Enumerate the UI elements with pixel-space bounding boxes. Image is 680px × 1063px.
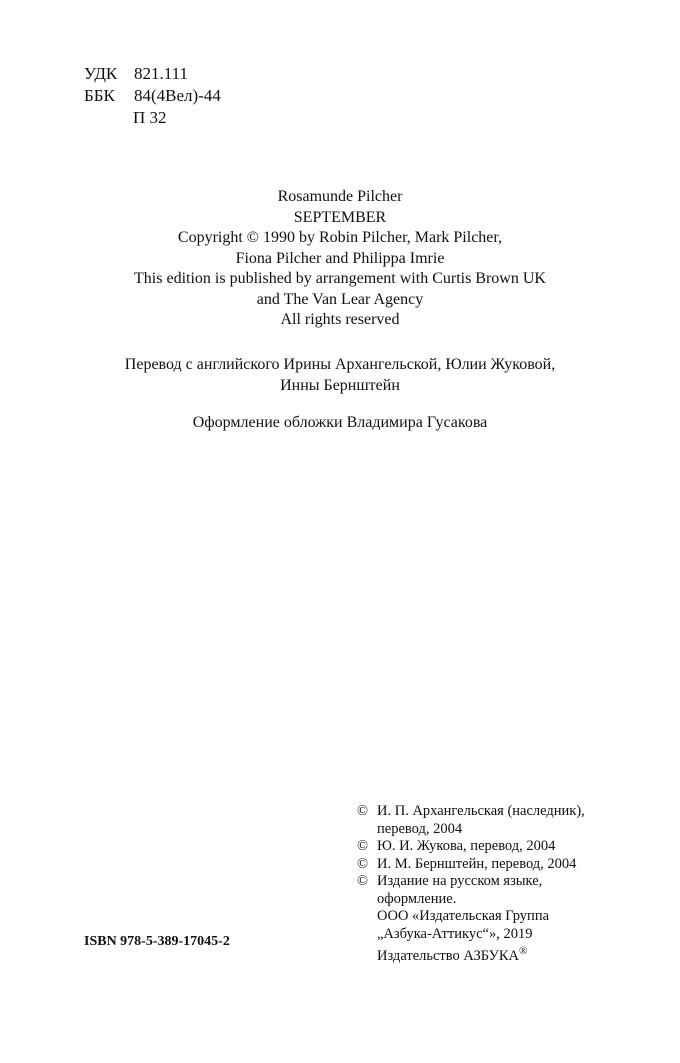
rights-reserved: All rights reserved [280, 311, 400, 328]
classification-block [84, 63, 221, 129]
udk-row [84, 63, 221, 85]
copyright-line-2: Fiona Pilcher and Philippa Imrie [235, 249, 445, 267]
copyright-symbol: © [357, 803, 369, 819]
arrangement-line-1: This edition is published by arrangement with Curtis Brown UK [134, 270, 546, 287]
publisher-line-3 [377, 943, 585, 965]
copyright-notices [357, 803, 585, 965]
udk-label: УДК [84, 64, 118, 83]
bbk-value: 84(4Вел)-44 [134, 86, 221, 105]
cover-design-credit: Оформление обложки Владимира Гусакова [192, 414, 488, 431]
publisher-line-2: „Азбука-Аттикус“», 2019 [377, 925, 533, 942]
publisher-line-1: ООО «Издательская Группа [377, 908, 550, 924]
copyright-symbol: © [357, 873, 369, 889]
translation-line-1: Перевод с английского Ирины Архангельской, Юлии Жуковой, [124, 356, 556, 373]
copyright-notice-line: Издание на русском языке, [377, 873, 543, 889]
copyright-notice-line: И. П. Архангельская (наследник), [377, 803, 585, 819]
original-edition-info [0, 187, 680, 331]
copyright-notice [357, 873, 585, 908]
copyright-notice [357, 803, 585, 838]
copyright-notice [357, 838, 585, 856]
translation-line-2: Инны Бернштейн [280, 377, 400, 394]
copyright-notice-line: перевод, 2004 [377, 820, 463, 837]
copyright-line-1: Copyright © 1990 by Robin Pilcher, Mark Pilcher, [177, 229, 503, 246]
registered-mark: ® [519, 945, 528, 957]
isbn: ISBN 978-5-389-17045-2 [84, 934, 230, 949]
bbk-label: ББК [84, 86, 115, 105]
copyright-notice-line: И. М. Бернштейн, перевод, 2004 [377, 855, 577, 872]
copyright-notice [357, 856, 585, 874]
copyright-notice-line: Ю. И. Жукова, перевод, 2004 [377, 838, 556, 854]
original-author: Rosamunde Pilcher [277, 188, 403, 205]
translation-credits [0, 354, 680, 396]
publisher-info [357, 908, 585, 965]
copyright-symbol: © [357, 855, 369, 872]
original-title: SEPTEMBER [293, 208, 387, 226]
copyright-symbol: © [357, 838, 369, 854]
udk-value: 821.111 [134, 64, 188, 83]
copyright-notice-line: оформление. [377, 890, 457, 907]
publisher-name: Издательство АЗБУКА [377, 947, 519, 964]
bbk-row [84, 85, 221, 107]
arrangement-line-2: and The Van Lear Agency [256, 290, 424, 308]
author-code: П 32 [133, 108, 167, 127]
